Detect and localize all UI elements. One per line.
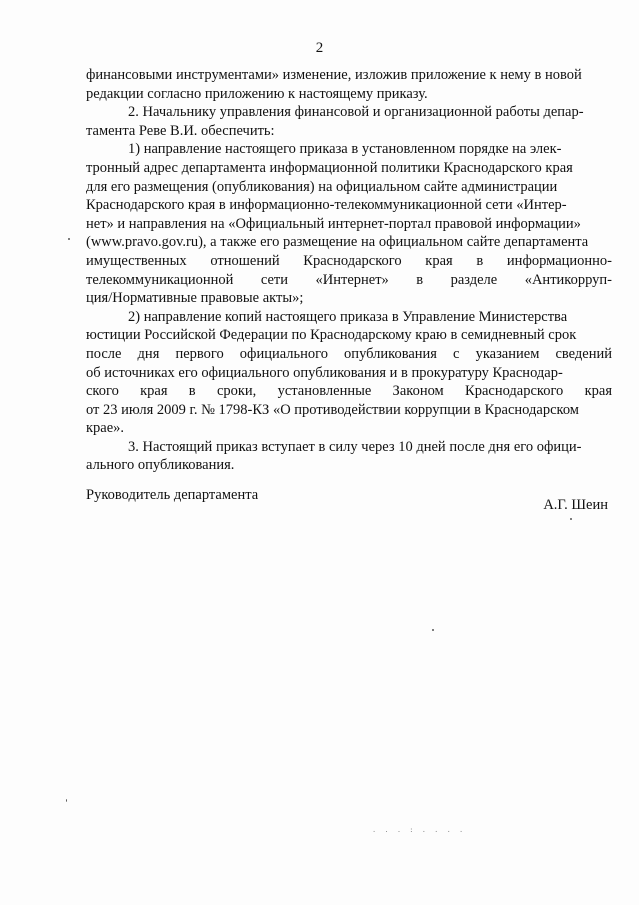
paragraph-2-start: 2. Начальнику управления финансовой и организационной работы депар-	[128, 104, 584, 121]
body-line: имущественных отношений Краснодарского края в информационно-	[86, 252, 612, 269]
body-line: об источниках его официального опубликования и в прокуратуру Краснодар-	[86, 364, 563, 381]
body-line: от 23 июля 2009 г. № 1798-КЗ «О противодействии коррупции в Краснодарском	[86, 401, 579, 418]
scan-dots: . . . : . . . .	[372, 826, 466, 834]
body-line: ция/Нормативные правовые акты»;	[86, 290, 304, 307]
body-line: нет» и направления на «Официальный интернет-портал правовой информации»	[86, 215, 581, 232]
body-line: крае».	[86, 420, 125, 437]
document-body	[86, 66, 612, 475]
body-line: тамента Реве В.И. обеспечить:	[86, 122, 275, 139]
body-line: редакции согласно приложению к настоящему приказу.	[86, 85, 428, 102]
signer-position: Руководитель департамента	[86, 487, 259, 503]
body-line: юстиции Российской Федерации по Краснодарскому краю в семидневный срок	[86, 327, 577, 344]
body-line: ального опубликования.	[86, 457, 235, 474]
page-number: 2	[315, 40, 324, 56]
body-line: для его размещения (опубликования) на официальном сайте администрации	[86, 178, 558, 195]
body-line: Краснодарского края в информационно-телекоммуникационной сети «Интер-	[86, 197, 567, 214]
scan-speck	[66, 799, 67, 802]
body-line: телекоммуникационной сети «Интернет» в разделе «Антикорруп-	[86, 271, 612, 288]
body-line: финансовыми инструментами» изменение, изложив приложение к нему в новой	[86, 67, 582, 83]
scan-speck	[68, 238, 70, 240]
scan-speck	[570, 518, 572, 520]
body-line: ского края в сроки, установленные Законом Краснодарского края	[86, 383, 612, 400]
signer-name: А.Г. Шеин	[543, 497, 608, 513]
scan-speck	[432, 629, 434, 631]
subitem-2-start: 2) направление копий настоящего приказа в Управление Министерства	[128, 308, 568, 325]
body-line: после дня первого официального опубликования с указанием сведений	[86, 345, 612, 362]
paragraph-3-start: 3. Настоящий приказ вступает в силу через 10 дней после дня его офици-	[128, 438, 582, 455]
subitem-1-start: 1) направление настоящего приказа в установленном порядке на элек-	[128, 141, 562, 158]
body-line: (www.pravo.gov.ru), а также его размещение на официальном сайте департамента	[86, 234, 589, 251]
body-line: тронный адрес департамента информационной политики Краснодарского края	[86, 159, 573, 176]
